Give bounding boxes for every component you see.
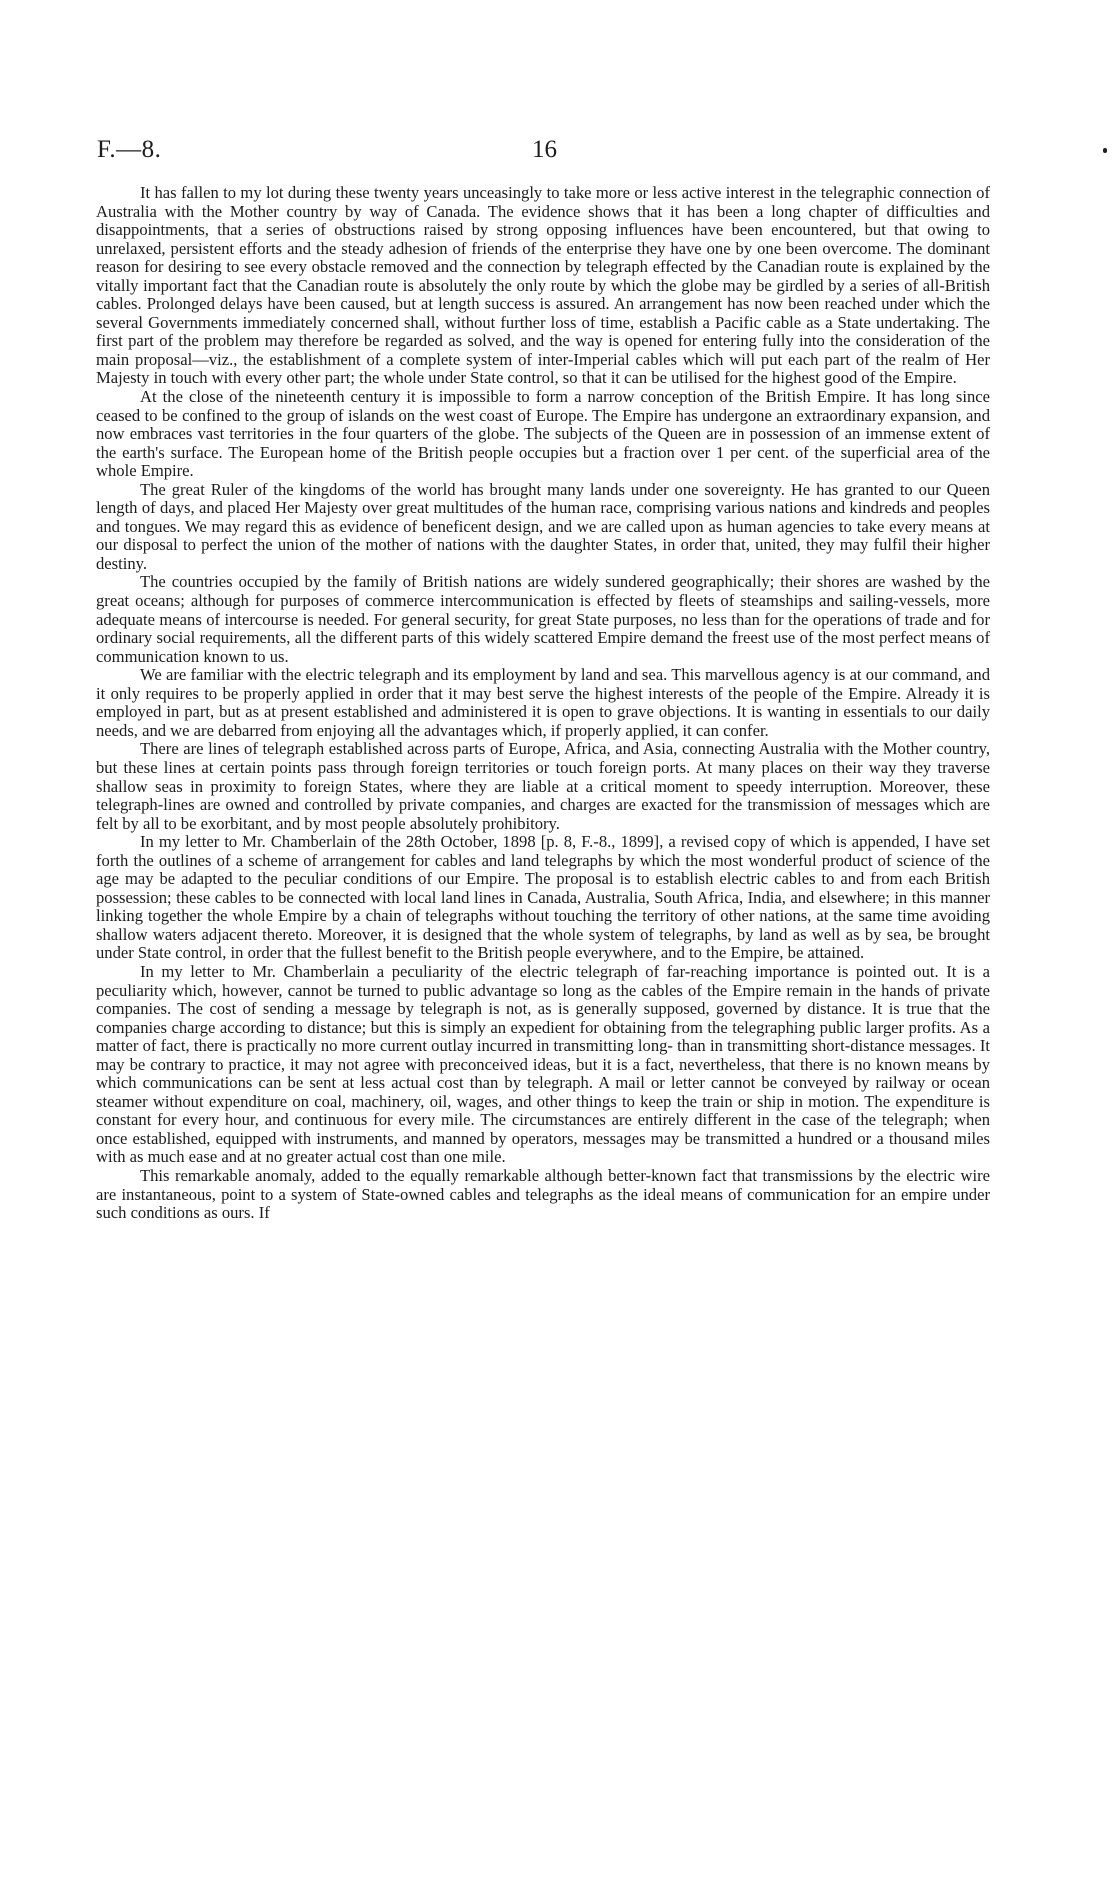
page-number: 16 (532, 136, 557, 163)
paragraph: There are lines of telegraph established across parts of Europe, Africa, and Asia, connecting Australia with the Mother country, but these lines at certain points pass through foreign territories or touch foreign ports. At many places on their way they traverse shallow seas in proximity to foreign States, where they are liable at a critical moment to speedy interruption. Moreover, these telegraph-lines are owned and controlled by private companies, and charges are exacted for the transmission of messages which are felt by all to be exorbitant, and by most people absolutely prohibitory. (96, 739, 990, 833)
document-code: F.—8. (97, 136, 162, 163)
paragraph: The countries occupied by the family of British nations are widely sundered geographically; their shores are washed by the great oceans; although for purposes of commerce intercommunication is effected by fleets of steamships and sailing-vessels, more adequate means of intercourse is needed. For general security, for great State purposes, no less than for the operations of trade and for ordinary social requirements, all the different parts of this widely scattered Empire demand the freest use of the most perfect means of communication known to us. (96, 572, 990, 666)
body-text (96, 184, 990, 1223)
margin-dot (1103, 148, 1107, 153)
paragraph: The great Ruler of the kingdoms of the world has brought many lands under one sovereignty. He has granted to our Queen length of days, and placed Her Majesty over great multitudes of the human race, comprising various nations and kindreds and peoples and tongues. We may regard this as evidence of beneficent design, and we are called upon as human agencies to take every means at our disposal to perfect the union of the mother of nations with the daughter States, in order that, united, they may fulfil their higher destiny. (96, 479, 990, 573)
paragraph: In my letter to Mr. Chamberlain a peculiarity of the electric telegraph of far-reaching importance is pointed out. It is a peculiarity which, however, cannot be turned to public advantage so long as the cables of the Empire remain in the hands of private companies. The cost of sending a message by telegraph is not, as is generally supposed, governed by distance. It is true that the companies charge according to distance; but this is simply an expedient for obtaining from the telegraphing public larger profits. As a matter of fact, there is practically no more current outlay incurred in transmitting long- than in transmitting short-distance messages. It may be contrary to practice, it may not agree with preconceived ideas, but it is a fact, nevertheless, that there is no known means by which communications can be sent at less actual cost than by telegraph. A mail or letter cannot be conveyed by railway or ocean steamer without expenditure on coal, machinery, oil, wages, and other things to keep the train or ship in motion. The expenditure is constant for every hour, and continuous for every mile. The circumstances are entirely different in the case of the telegraph; when once established, equipped with instruments, and manned by operators, messages may be transmitted a hundred or a thousand miles with as much ease and at no greater actual cost than one mile. (96, 961, 990, 1167)
paragraph: We are familiar with the electric telegraph and its employment by land and sea. This marvellous agency is at our command, and it only requires to be properly applied in order that it may best serve the highest interests of the people of the Empire. Already it is employed in part, but as at present established and administered it is open to grave objections. It is wanting in essentials to our daily needs, and we are debarred from enjoying all the advantages which, if properly applied, it can confer. (96, 665, 990, 740)
page-header (97, 136, 988, 170)
paragraph: In my letter to Mr. Chamberlain of the 28th October, 1898 [p. 8, F.-8., 1899], a revised copy of which is appended, I have set forth the outlines of a scheme of arrangement for cables and land telegraphs by which the most wonderful product of science of the age may be adapted to the peculiar conditions of our Empire. The proposal is to establish electric cables to and from each British possession; these cables to be connected with local land lines in Canada, Australia, South Africa, India, and elsewhere; in this manner linking together the whole Empire by a chain of telegraphs without touching the territory of other nations, at the same time avoiding shallow waters adjacent thereto. Moreover, it is designed that the whole system of telegraphs, by land as well as by sea, be brought under State control, in order that the fullest benefit to the British people everywhere, and to the Empire, be attained. (96, 832, 990, 963)
paragraph: This remarkable anomaly, added to the equally remarkable although better-known fact that transmissions by the electric wire are instantaneous, point to a system of State-owned cables and telegraphs as the ideal means of communication for an empire under such conditions as ours. If (96, 1165, 990, 1223)
paragraph: At the close of the nineteenth century it is impossible to form a narrow conception of the British Empire. It has long since ceased to be confined to the group of islands on the west coast of Europe. The Empire has undergone an extraordinary expansion, and now embraces vast territories in the four quarters of the globe. The subjects of the Queen are in possession of an immense extent of the earth's surface. The European home of the British people occupies but a fraction over 1 per cent. of the superficial area of the whole Empire. (96, 387, 990, 481)
paragraph: It has fallen to my lot during these twenty years unceasingly to take more or less active interest in the telegraphic connection of Australia with the Mother country by way of Canada. The evidence shows that it has been a long chapter of difficulties and disappointments, that a series of obstructions raised by strong opposing influences have been encountered, but that owing to unrelaxed, persistent efforts and the steady adhesion of friends of the enterprise they have one by one been overcome. The dominant reason for desiring to see every obstacle removed and the connection by telegraph effected by the Canadian route is explained by the vitally important fact that the Canadian route is absolutely the only route by which the globe may be girdled by a series of all-British cables. Prolonged delays have been caused, but at length success is assured. An arrangement has now been reached under which the several Governments immediately concerned shall, without further loss of time, establish a Pacific cable as a State undertaking. The first part of the problem may therefore be regarded as solved, and the way is opened for entering fully into the consideration of the main proposal—viz., the establishment of a complete system of inter-Imperial cables which will put each part of the realm of Her Majesty in touch with every other part; the whole under State control, so that it can be utilised for the highest good of the Empire. (96, 183, 990, 388)
